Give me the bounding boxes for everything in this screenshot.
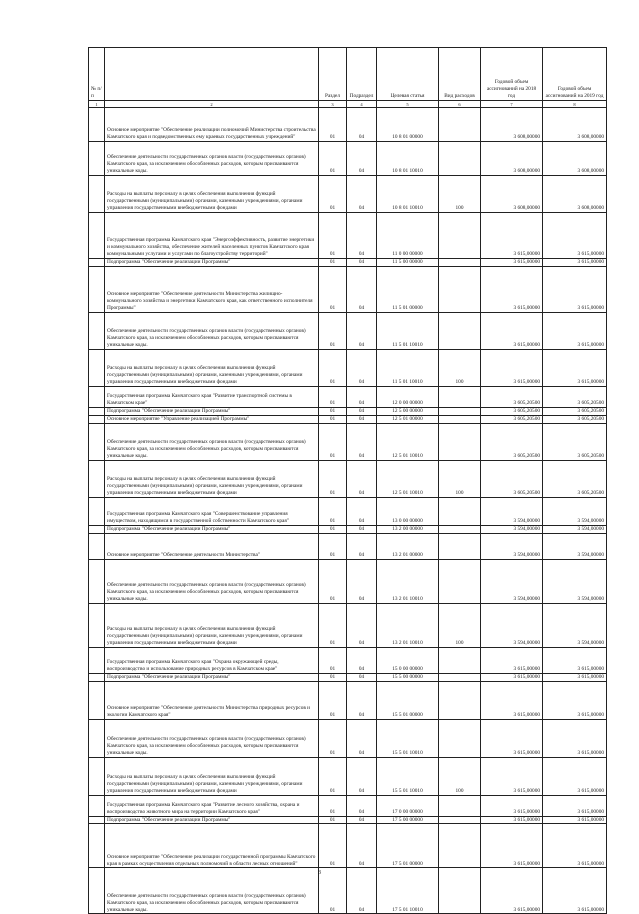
table-row (89, 525, 607, 533)
row-section: 01 (319, 497, 347, 525)
row-target: 15 0 00 00000 (377, 647, 439, 673)
row-number (89, 386, 105, 407)
row-name: Обеспечение деятельности государственных органов власти (государственных органов) Камчатского края, за исключением обособленных расходов, которым присваиваются уникальные коды. (105, 719, 319, 757)
column-number: 2 (105, 101, 319, 108)
row-amount-2019: 3 615,00000 (543, 795, 607, 816)
row-amount-2018: 3 615,00000 (481, 213, 543, 259)
row-amount-2018: 3 615,00000 (481, 824, 543, 868)
row-section: 01 (319, 533, 347, 559)
row-amount-2018: 3 615,00000 (481, 647, 543, 673)
table-row (89, 386, 607, 407)
row-section: 01 (319, 415, 347, 423)
row-name: Государственная программа Камчатского края "Энергоэффективность, развитие энергетики и коммунального хозяйства, обеспечение жителей населенных пунктов Камчатского края коммунальными услугами и услугами по благоустройству территорий" (105, 213, 319, 259)
row-section: 01 (319, 673, 347, 681)
row-subsection: 04 (347, 868, 377, 914)
row-subsection: 04 (347, 266, 377, 312)
row-name: Подпрограмма "Обеспечение реализации Программы" (105, 673, 319, 681)
table-row (89, 423, 607, 460)
row-section: 01 (319, 719, 347, 757)
row-section: 01 (319, 142, 347, 176)
row-target: 13 2 01 00000 (377, 533, 439, 559)
row-name: Обеспечение деятельности государственных органов власти (государственных органов) Камчатского края, за исключением обособленных расходов, которым присваиваются уникальные коды. (105, 423, 319, 460)
row-amount-2018: 3 615,00000 (481, 795, 543, 816)
row-target: 12 0 00 00000 (377, 386, 439, 407)
row-amount-2018: 3 605,20500 (481, 460, 543, 497)
row-target: 17 0 00 00000 (377, 795, 439, 816)
row-number (89, 647, 105, 673)
row-target: 12 5 00 00000 (377, 407, 439, 415)
row-expense (439, 824, 481, 868)
row-subsection: 04 (347, 757, 377, 795)
row-target: 15 5 01 10010 (377, 757, 439, 795)
row-name: Обеспечение деятельности государственных органов власти (государственных органов) Камчатского края, за исключением обособленных расходов, которым присваиваются уникальные коды. (105, 559, 319, 603)
row-amount-2019: 3 605,20500 (543, 407, 607, 415)
row-number (89, 719, 105, 757)
row-target: 10 8 01 10010 (377, 142, 439, 176)
row-target: 11 5 01 10010 (377, 349, 439, 386)
row-amount-2018: 3 605,20500 (481, 386, 543, 407)
row-expense: 100 (439, 349, 481, 386)
row-number (89, 681, 105, 719)
row-subsection: 04 (347, 386, 377, 407)
row-subsection: 04 (347, 681, 377, 719)
row-name: Подпрограмма "Обеспечение реализации Программы" (105, 816, 319, 824)
row-amount-2018: 3 615,00000 (481, 259, 543, 267)
row-number (89, 673, 105, 681)
row-amount-2019: 3 605,20500 (543, 415, 607, 423)
row-name: Государственная программа Камчатского края "Развитие транспортной системы в Камчатском крае" (105, 386, 319, 407)
row-expense (439, 673, 481, 681)
row-subsection: 04 (347, 176, 377, 213)
row-section: 01 (319, 423, 347, 460)
row-name: Обеспечение деятельности государственных органов власти (государственных органов) Камчатского края, за исключением обособленных расходов, которым присваиваются уникальные коды. (105, 312, 319, 349)
row-subsection: 04 (347, 673, 377, 681)
row-expense: 100 (439, 176, 481, 213)
row-section: 01 (319, 386, 347, 407)
table-row (89, 312, 607, 349)
row-number (89, 349, 105, 386)
row-subsection: 04 (347, 407, 377, 415)
table-row (89, 259, 607, 267)
row-expense (439, 407, 481, 415)
row-section: 01 (319, 647, 347, 673)
table-row (89, 603, 607, 647)
table-row (89, 647, 607, 673)
row-number (89, 259, 105, 267)
row-target: 13 2 01 10010 (377, 559, 439, 603)
row-section: 01 (319, 681, 347, 719)
table-row (89, 795, 607, 816)
row-number (89, 176, 105, 213)
row-expense (439, 497, 481, 525)
row-name: Государственная программа Камчатского края "Совершенствование управления имуществом, находящимся в государственной собственности Камчатского края" (105, 497, 319, 525)
row-section: 01 (319, 460, 347, 497)
row-expense (439, 647, 481, 673)
row-expense (439, 415, 481, 423)
row-amount-2019: 3 615,00000 (543, 824, 607, 868)
row-section: 01 (319, 868, 347, 914)
row-amount-2019: 3 608,00000 (543, 176, 607, 213)
row-number (89, 757, 105, 795)
row-number (89, 816, 105, 824)
row-expense (439, 559, 481, 603)
column-number: 7 (481, 101, 543, 108)
row-target: 13 0 00 00000 (377, 497, 439, 525)
column-number: 3 (319, 101, 347, 108)
row-amount-2018: 3 608,00000 (481, 108, 543, 142)
row-subsection: 04 (347, 497, 377, 525)
row-subsection: 04 (347, 533, 377, 559)
row-amount-2018: 3 615,00000 (481, 349, 543, 386)
row-expense (439, 142, 481, 176)
row-target: 15 5 00 00000 (377, 673, 439, 681)
row-amount-2018: 3 594,00000 (481, 497, 543, 525)
row-subsection: 04 (347, 259, 377, 267)
row-expense (439, 525, 481, 533)
row-section: 01 (319, 108, 347, 142)
row-expense (439, 266, 481, 312)
row-section: 01 (319, 603, 347, 647)
row-number (89, 497, 105, 525)
row-number (89, 266, 105, 312)
row-amount-2019: 3 615,00000 (543, 673, 607, 681)
row-amount-2019: 3 608,00000 (543, 108, 607, 142)
row-expense (439, 312, 481, 349)
row-name: Подпрограмма "Обеспечение реализации Программы" (105, 259, 319, 267)
header-row (89, 48, 607, 101)
row-amount-2019: 3 615,00000 (543, 681, 607, 719)
row-amount-2019: 3 608,00000 (543, 142, 607, 176)
row-amount-2018: 3 594,00000 (481, 533, 543, 559)
row-subsection: 04 (347, 816, 377, 824)
page-number: 3 (318, 870, 321, 876)
row-amount-2018: 3 615,00000 (481, 266, 543, 312)
row-amount-2018: 3 594,00000 (481, 559, 543, 603)
row-amount-2019: 3 594,00000 (543, 525, 607, 533)
row-expense: 100 (439, 757, 481, 795)
row-expense (439, 213, 481, 259)
row-number (89, 603, 105, 647)
row-target: 12 5 01 00000 (377, 415, 439, 423)
row-name: Подпрограмма "Обеспечение реализации Программы" (105, 407, 319, 415)
row-section: 01 (319, 757, 347, 795)
header-name (105, 48, 319, 101)
row-target: 15 5 01 10010 (377, 719, 439, 757)
row-number (89, 213, 105, 259)
row-name: Основное мероприятие "Обеспечение деятельности Министерства природных ресурсов и экологии Камчатского края" (105, 681, 319, 719)
row-amount-2018: 3 608,00000 (481, 142, 543, 176)
row-amount-2019: 3 605,20500 (543, 460, 607, 497)
header-2018: Годовой объем ассигнований на 2018 год (481, 48, 543, 101)
row-amount-2019: 3 615,00000 (543, 719, 607, 757)
row-section: 01 (319, 824, 347, 868)
row-number (89, 824, 105, 868)
row-expense (439, 816, 481, 824)
row-expense (439, 423, 481, 460)
row-section: 01 (319, 266, 347, 312)
row-amount-2019: 3 594,00000 (543, 559, 607, 603)
table-row (89, 824, 607, 868)
header-target: Целевая статья (377, 48, 439, 101)
row-amount-2018: 3 594,00000 (481, 525, 543, 533)
row-expense (439, 681, 481, 719)
row-section: 01 (319, 312, 347, 349)
row-amount-2019: 3 615,00000 (543, 757, 607, 795)
column-number: 1 (89, 101, 105, 108)
row-subsection: 04 (347, 795, 377, 816)
row-amount-2019: 3 605,20500 (543, 423, 607, 460)
row-amount-2018: 3 615,00000 (481, 757, 543, 795)
row-target: 13 2 01 10010 (377, 603, 439, 647)
row-target: 12 5 01 10010 (377, 423, 439, 460)
header-subsection: Подраздел (347, 48, 377, 101)
table-row (89, 108, 607, 142)
table-row (89, 719, 607, 757)
row-amount-2019: 3 615,00000 (543, 816, 607, 824)
row-expense (439, 386, 481, 407)
table-row (89, 213, 607, 259)
row-expense (439, 795, 481, 816)
row-number (89, 142, 105, 176)
row-amount-2019: 3 594,00000 (543, 603, 607, 647)
column-number: 5 (377, 101, 439, 108)
row-number (89, 415, 105, 423)
row-number (89, 312, 105, 349)
row-subsection: 04 (347, 423, 377, 460)
row-name: Основное мероприятие "Обеспечение реализации государственной программы Камчатского края в рамках осуществления отдельных полномочий в области лесных отношений" (105, 824, 319, 868)
row-name: Расходы на выплаты персоналу в целях обеспечения выполнения функций государственными (муниципальными) органами, казенными учреждениями, органами управления государственными внебюджетными фондами (105, 603, 319, 647)
row-number (89, 533, 105, 559)
row-target: 15 5 01 00000 (377, 681, 439, 719)
row-section: 01 (319, 259, 347, 267)
row-amount-2018: 3 615,00000 (481, 868, 543, 914)
row-number (89, 460, 105, 497)
row-amount-2018: 3 605,20500 (481, 407, 543, 415)
row-subsection: 04 (347, 525, 377, 533)
row-target: 17 5 00 00000 (377, 816, 439, 824)
row-subsection: 04 (347, 824, 377, 868)
row-section: 01 (319, 559, 347, 603)
row-subsection: 04 (347, 312, 377, 349)
row-subsection: 04 (347, 647, 377, 673)
header-2019: Годовой объем ассигнований на 2019 год (543, 48, 607, 101)
row-section: 01 (319, 213, 347, 259)
row-subsection: 04 (347, 603, 377, 647)
row-name: Государственная программа Камчатского края "Развитие лесного хозяйства, охрана и воспроизводство животного мира на территории Камчатского края" (105, 795, 319, 816)
row-name: Основное мероприятие "Обеспечение деятельности Министерства жилищно-коммунального хозяйства и энергетики Камчатского края, как ответственного исполнителя Программы" (105, 266, 319, 312)
row-target: 11 5 01 00000 (377, 266, 439, 312)
row-section: 01 (319, 525, 347, 533)
row-amount-2018: 3 615,00000 (481, 673, 543, 681)
row-section: 01 (319, 407, 347, 415)
table-row (89, 681, 607, 719)
row-name: Основное мероприятие "Обеспечение деятельности Министерства" (105, 533, 319, 559)
row-section: 01 (319, 349, 347, 386)
row-amount-2019: 3 594,00000 (543, 533, 607, 559)
row-subsection: 04 (347, 349, 377, 386)
row-amount-2019: 3 605,20500 (543, 386, 607, 407)
header-expense: Вид расходов (439, 48, 481, 101)
row-number (89, 423, 105, 460)
row-amount-2018: 3 615,00000 (481, 719, 543, 757)
table-row (89, 415, 607, 423)
table-row (89, 407, 607, 415)
row-amount-2019: 3 615,00000 (543, 349, 607, 386)
row-name: Расходы на выплаты персоналу в целях обеспечения выполнения функций государственными (муниципальными) органами, казенными учреждениями, органами управления государственными внебюджетными фондами (105, 757, 319, 795)
row-target: 10 8 01 00000 (377, 108, 439, 142)
row-amount-2019: 3 594,00000 (543, 497, 607, 525)
row-number (89, 559, 105, 603)
header-num: № п/п (89, 48, 105, 101)
column-number: 6 (439, 101, 481, 108)
row-subsection: 04 (347, 460, 377, 497)
row-amount-2018: 3 605,20500 (481, 415, 543, 423)
table-row (89, 349, 607, 386)
row-name: Расходы на выплаты персоналу в целях обеспечения выполнения функций государственными (муниципальными) органами, казенными учреждениями, органами управления государственными внебюджетными фондами (105, 176, 319, 213)
row-amount-2019: 3 615,00000 (543, 266, 607, 312)
row-expense (439, 533, 481, 559)
row-subsection: 04 (347, 108, 377, 142)
column-number-row (89, 101, 607, 108)
row-amount-2019: 3 615,00000 (543, 259, 607, 267)
row-number (89, 108, 105, 142)
header-section: Раздел (319, 48, 347, 101)
row-amount-2018: 3 608,00000 (481, 176, 543, 213)
row-subsection: 04 (347, 719, 377, 757)
row-target: 13 2 00 00000 (377, 525, 439, 533)
column-number: 8 (543, 101, 607, 108)
table-row (89, 533, 607, 559)
row-section: 01 (319, 816, 347, 824)
row-name: Подпрограмма "Обеспечение реализации Программы" (105, 525, 319, 533)
row-expense: 100 (439, 460, 481, 497)
row-section: 01 (319, 795, 347, 816)
row-name: Основное мероприятие "Управление реализацией Программы" (105, 415, 319, 423)
table-row (89, 266, 607, 312)
row-target: 11 5 01 10010 (377, 312, 439, 349)
row-amount-2019: 3 615,00000 (543, 647, 607, 673)
row-subsection: 04 (347, 213, 377, 259)
row-amount-2019: 3 615,00000 (543, 213, 607, 259)
table-row (89, 142, 607, 176)
budget-table (88, 47, 607, 914)
row-subsection: 04 (347, 415, 377, 423)
table-body (89, 108, 607, 914)
table-row (89, 559, 607, 603)
table-row (89, 497, 607, 525)
row-target: 11 0 00 00000 (377, 213, 439, 259)
row-amount-2018: 3 615,00000 (481, 681, 543, 719)
column-number: 4 (347, 101, 377, 108)
table-row (89, 757, 607, 795)
table-row (89, 176, 607, 213)
row-name: Расходы на выплаты персоналу в целях обеспечения выполнения функций государственными (муниципальными) органами, казенными учреждениями, органами управления государственными внебюджетными фондами (105, 349, 319, 386)
row-subsection: 04 (347, 559, 377, 603)
row-section: 01 (319, 176, 347, 213)
row-subsection: 04 (347, 142, 377, 176)
row-number (89, 795, 105, 816)
row-amount-2018: 3 594,00000 (481, 603, 543, 647)
row-number (89, 525, 105, 533)
row-amount-2018: 3 605,20500 (481, 423, 543, 460)
row-target: 17 5 01 00000 (377, 824, 439, 868)
row-expense (439, 719, 481, 757)
row-name: Обеспечение деятельности государственных органов власти (государственных органов) Камчатского края, за исключением обособленных расходов, которым присваиваются уникальные коды. (105, 868, 319, 914)
table-row (89, 673, 607, 681)
row-expense: 100 (439, 603, 481, 647)
table-row (89, 460, 607, 497)
row-target: 11 5 00 00000 (377, 259, 439, 267)
row-amount-2018: 3 615,00000 (481, 816, 543, 824)
row-name: Государственная программа Камчатского края "Охрана окружающей среды, воспроизводство и использование природных ресурсов в Камчатском крае" (105, 647, 319, 673)
row-amount-2019: 3 615,00000 (543, 312, 607, 349)
row-number (89, 407, 105, 415)
row-amount-2019: 3 615,00000 (543, 868, 607, 914)
row-name: Обеспечение деятельности государственных органов власти (государственных органов) Камчатского края, за исключением обособленных расходов, которым присваиваются уникальные коды. (105, 142, 319, 176)
row-target: 12 5 01 10010 (377, 460, 439, 497)
row-target: 17 5 01 10010 (377, 868, 439, 914)
row-expense (439, 108, 481, 142)
row-name: Основное мероприятие "Обеспечение реализации полномочий Министерства строительства Камчатского края и подведомственных ему краевых государственных учреждений" (105, 108, 319, 142)
row-expense (439, 259, 481, 267)
row-amount-2018: 3 615,00000 (481, 312, 543, 349)
row-target: 10 8 01 10010 (377, 176, 439, 213)
table-row (89, 816, 607, 824)
row-name: Расходы на выплаты персоналу в целях обеспечения выполнения функций государственными (муниципальными) органами, казенными учреждениями, органами управления государственными внебюджетными фондами (105, 460, 319, 497)
